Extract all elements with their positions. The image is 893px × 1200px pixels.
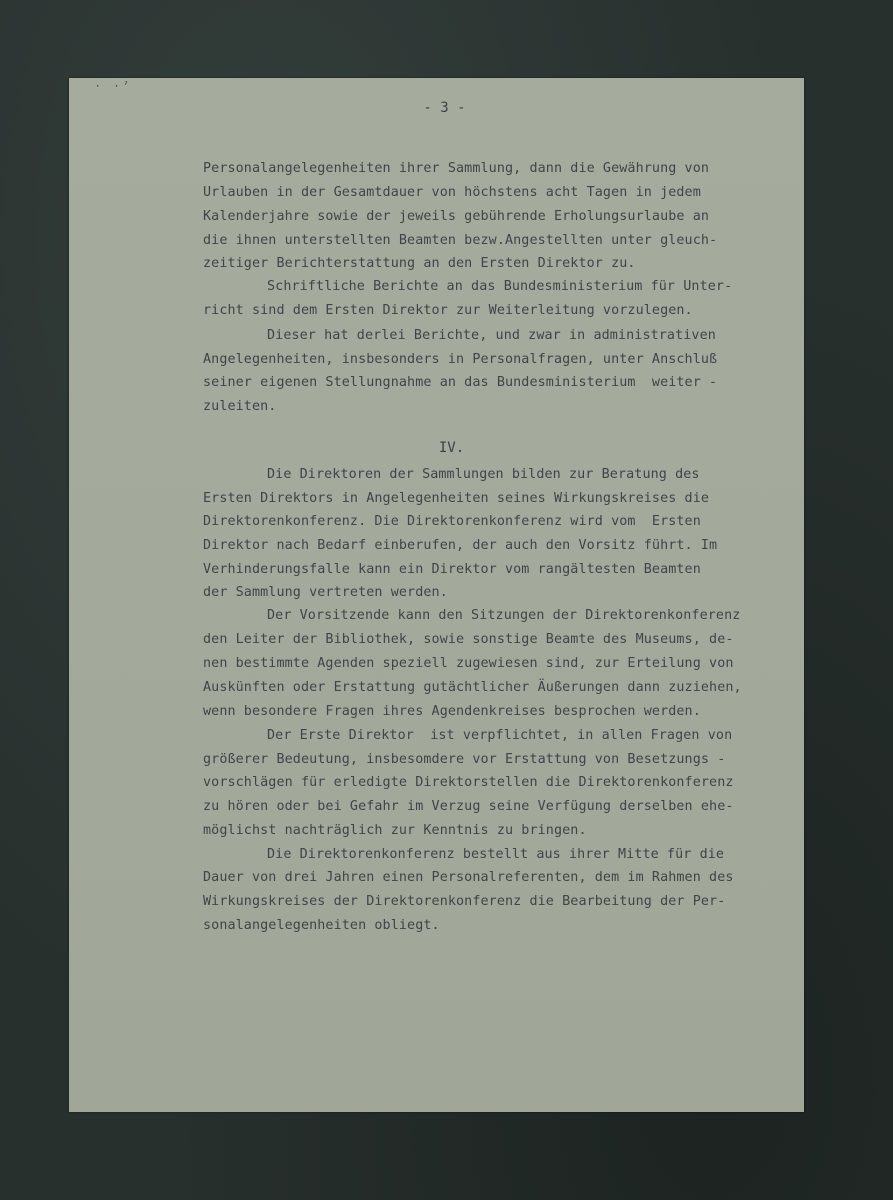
text-line: größerer Bedeutung, insbesomdere vor Erstattung von Besetzungs - — [203, 752, 726, 767]
text-line: Ersten Direktors in Angelegenheiten seines Wirkungskreises die — [203, 491, 710, 506]
text-line: Dauer von drei Jahren einen Personalreferenten, dem im Rahmen des — [203, 870, 734, 885]
text-line: Die Direktoren der Sammlungen bilden zur Beratung des — [267, 467, 700, 482]
text-line: Urlauben in der Gesamtdauer von höchstens acht Tagen in jedem — [203, 185, 701, 200]
text-line: wenn besondere Fragen ihres Agendenkreises besprochen werden. — [203, 704, 701, 719]
text-line: nen bestimmte Agenden speziell zugewiesen sind, zur Erteilung von — [203, 656, 734, 671]
text-line: Dieser hat derlei Berichte, und zwar in administrativen — [267, 328, 716, 343]
text-line: Personalangelegenheiten ihrer Sammlung, dann die Gewährung von — [203, 161, 710, 176]
text-line: Angelegenheiten, insbesonders in Personalfragen, unter Anschluß — [203, 352, 718, 367]
text-line: zeitiger Berichterstattung an den Ersten Direktor zu. — [203, 256, 636, 271]
text-line: sonalangelegenheiten obliegt. — [203, 918, 440, 933]
text-line: die ihnen unterstellten Beamten bezw.Angestellten unter gleuch- — [203, 233, 718, 248]
text-line: seiner eigenen Stellungnahme an das Bundesministerium weiter - — [203, 375, 718, 390]
text-line: Die Direktorenkonferenz bestellt aus ihrer Mitte für die — [267, 847, 725, 862]
page-number: - 3 - — [423, 100, 466, 116]
section-heading: IV. — [438, 440, 465, 456]
typewritten-page — [69, 78, 804, 1112]
text-line: zuleiten. — [203, 399, 277, 414]
text-line: Auskünften oder Erstattung gutächtlicher Äußerungen dann zuziehen, — [203, 680, 742, 695]
text-line: Verhinderungsfalle kann ein Direktor vom rangältesten Beamten — [203, 562, 701, 577]
text-line: zu hören oder bei Gefahr im Verzug seine Verfügung derselben ehe- — [203, 799, 734, 814]
text-line: den Leiter der Bibliothek, sowie sonstige Beamte des Museums, de- — [203, 632, 734, 647]
text-line: Der Vorsitzende kann den Sitzungen der Direktorenkonferenz — [267, 608, 741, 623]
text-line: richt sind dem Ersten Direktor zur Weiterleitung vorzulegen. — [203, 303, 693, 318]
corner-marks: · ·ˀ — [95, 82, 133, 92]
text-line: Wirkungskreises der Direktorenkonferenz die Bearbeitung der Per- — [203, 894, 726, 909]
text-line: Direktorenkonferenz. Die Direktorenkonferenz wird vom Ersten — [203, 514, 701, 529]
text-line: Schriftliche Berichte an das Bundesministerium für Unter- — [267, 279, 733, 294]
text-line: Direktor nach Bedarf einberufen, der auch den Vorsitz führt. Im — [203, 538, 718, 553]
text-line: der Sammlung vertreten werden. — [203, 585, 448, 600]
text-line: Kalenderjahre sowie der jeweils gebührende Erholungsurlaube an — [203, 209, 710, 224]
text-line: Der Erste Direktor ist verpflichtet, in allen Fragen von — [267, 728, 733, 743]
text-line: vorschlägen für erledigte Direktorstellen die Direktorenkonferenz — [203, 775, 734, 790]
text-line: möglichst nachträglich zur Kenntnis zu bringen. — [203, 823, 587, 838]
